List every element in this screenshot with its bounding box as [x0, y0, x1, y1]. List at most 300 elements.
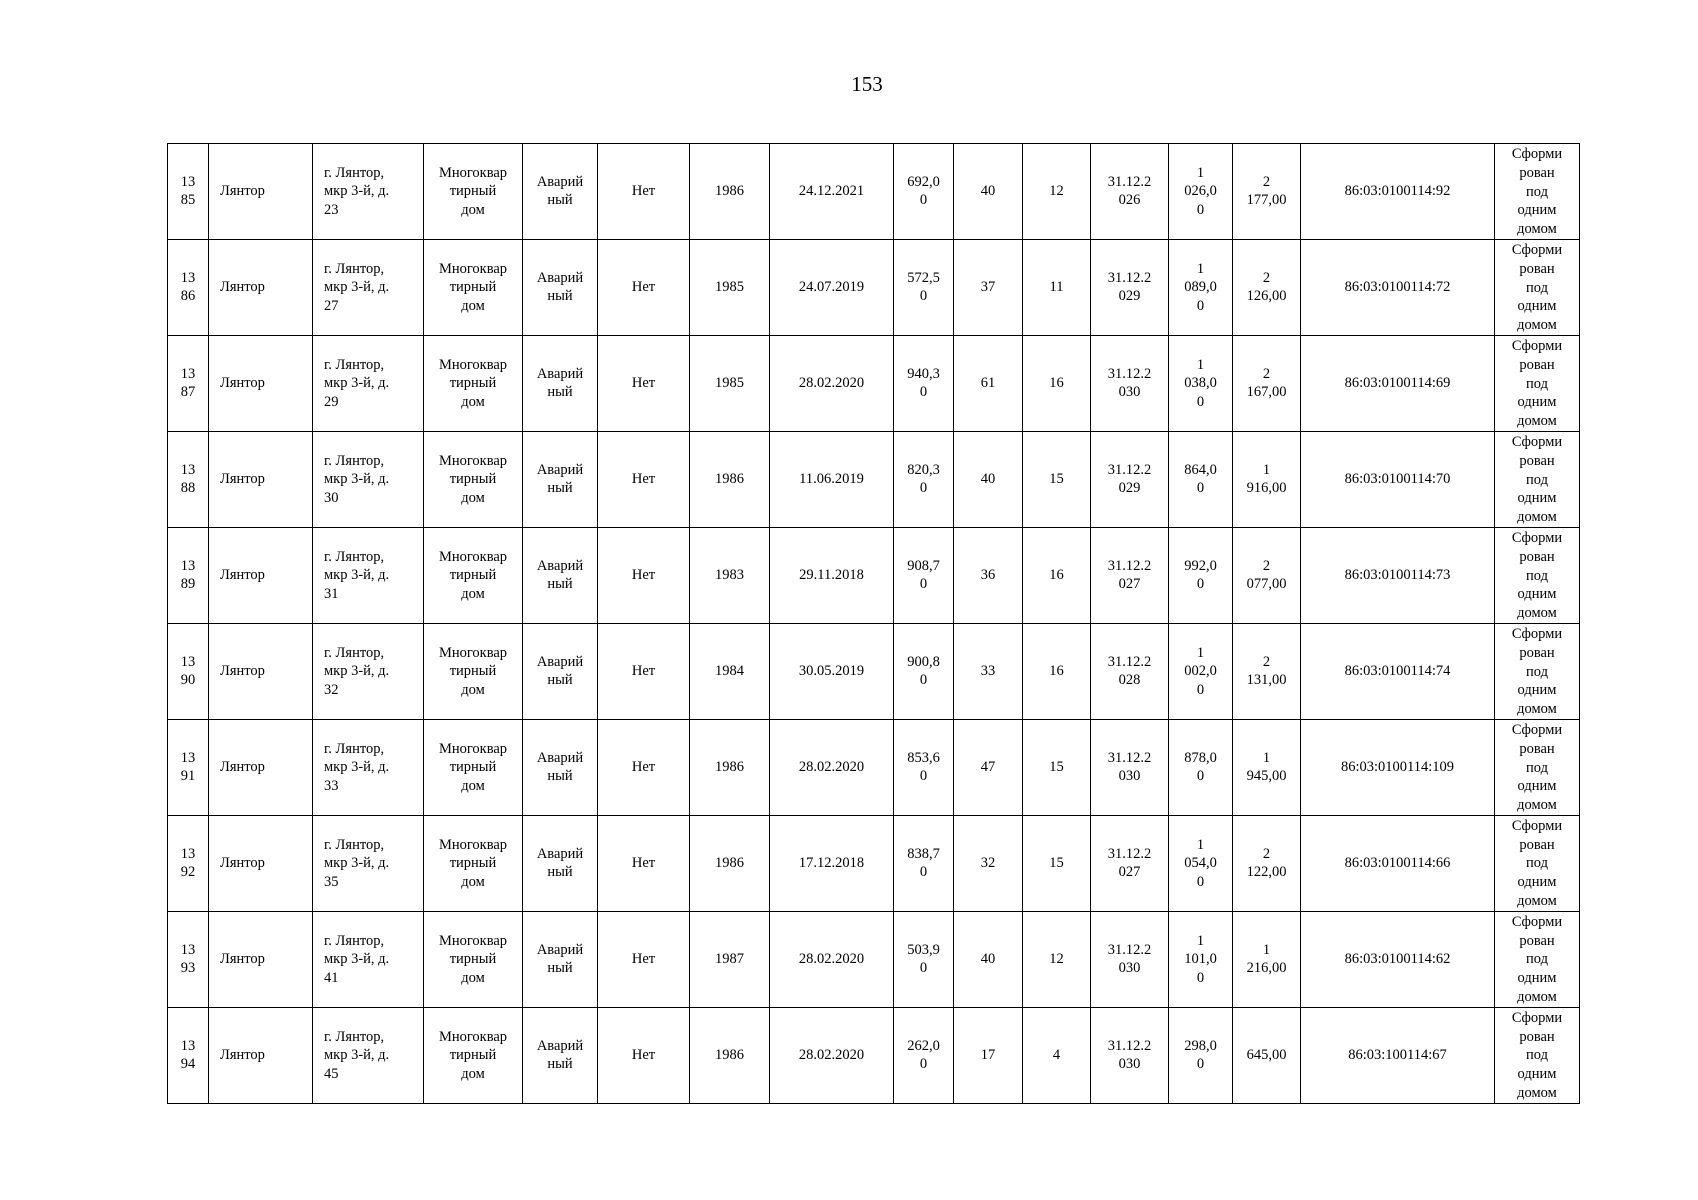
cell-text: 86:03:100114:67: [1348, 1047, 1447, 1064]
cell-text: 31.12.2: [1107, 557, 1152, 574]
cell-flag: [598, 911, 690, 1007]
cell-text: ный: [547, 288, 573, 305]
cell-text: ный: [547, 672, 573, 689]
cell-text: домом: [1517, 893, 1557, 910]
cell-text: 33: [980, 663, 996, 680]
cell-text: мкр 3-й, д.: [324, 759, 390, 776]
cell-text: дом: [461, 489, 485, 506]
cell-apartments: [1023, 144, 1091, 240]
cell-locality: [209, 527, 313, 623]
cell-text: 30: [324, 489, 339, 506]
cell-locality: [209, 1007, 313, 1103]
cell-text: 900,8: [907, 653, 940, 670]
cell-flag: [598, 239, 690, 335]
cell-text: Сформи: [1511, 146, 1563, 162]
cell-num: [168, 431, 209, 527]
cell-text: 86: [180, 288, 196, 305]
cell-cadastral: [1301, 815, 1495, 911]
cell-text: одним: [1517, 202, 1557, 219]
cell-area2: [1169, 527, 1233, 623]
cell-date: [770, 911, 894, 1007]
cell-text: 029: [1118, 288, 1141, 305]
housing-registry-table: [167, 143, 1580, 1104]
cell-text: Нет: [631, 855, 656, 872]
cell-text: ный: [547, 768, 573, 785]
cell-type: [424, 335, 523, 431]
cell-text: 1986: [715, 471, 744, 488]
cell-text: 027: [1118, 576, 1141, 593]
cell-type: [424, 623, 523, 719]
cell-address: [313, 527, 424, 623]
cell-text: 47: [980, 759, 996, 776]
cell-text: 0: [1196, 480, 1205, 497]
cell-text: 89: [180, 576, 196, 593]
cell-text: под: [1526, 1047, 1548, 1064]
cell-residents: [954, 527, 1023, 623]
cell-text: Лянтор: [220, 1047, 265, 1064]
cell-text: Нет: [631, 567, 656, 584]
cell-locality: [209, 239, 313, 335]
cell-text: 030: [1118, 960, 1141, 977]
cell-text: дом: [461, 297, 485, 314]
cell-text: тирный: [449, 279, 497, 296]
cell-text: 86:03:0100114:74: [1344, 663, 1451, 680]
cell-text: Аварий: [536, 1037, 584, 1054]
cell-status: [523, 623, 598, 719]
cell-text: дом: [461, 777, 485, 794]
cell-text: 089,0: [1184, 279, 1217, 296]
cell-text: 0: [1196, 201, 1205, 218]
cell-text: 1985: [715, 375, 744, 392]
cell-residents: [954, 623, 1023, 719]
cell-text: под: [1526, 375, 1548, 392]
cell-date: [770, 1007, 894, 1103]
cell-text: 40: [980, 951, 996, 968]
cell-text: 0: [919, 672, 928, 689]
cell-area3: [1233, 527, 1301, 623]
cell-address: [313, 623, 424, 719]
cell-text: 16: [1049, 567, 1064, 584]
cell-text: дом: [461, 585, 485, 602]
cell-text: одним: [1517, 298, 1557, 315]
cell-text: 262,0: [907, 1037, 940, 1054]
cell-text: мкр 3-й, д.: [324, 1047, 390, 1064]
cell-locality: [209, 719, 313, 815]
cell-text: г. Лянтор,: [324, 644, 385, 661]
cell-area: [894, 144, 954, 240]
cell-year: [690, 527, 770, 623]
cell-text: рован: [1519, 356, 1555, 373]
cell-type: [424, 911, 523, 1007]
cell-text: 85: [180, 192, 196, 209]
cell-text: 13: [180, 1037, 196, 1054]
cell-text: домом: [1517, 605, 1557, 622]
cell-text: 101,0: [1184, 951, 1217, 968]
cell-text: Многоквар: [438, 164, 508, 181]
cell-text: тирный: [449, 663, 497, 680]
cell-status: [523, 431, 598, 527]
cell-text: 31.12.2: [1107, 1037, 1152, 1054]
cell-text: 37: [980, 279, 996, 296]
cell-text: 027: [1118, 864, 1141, 881]
cell-text: 878,0: [1184, 749, 1217, 766]
cell-text: 15: [1049, 471, 1064, 488]
cell-text: 2: [1262, 653, 1271, 670]
cell-text: Аварий: [536, 941, 584, 958]
cell-text: одним: [1517, 394, 1557, 411]
cell-text: 1: [1262, 941, 1271, 958]
cell-text: 1: [1196, 164, 1205, 181]
cell-area2: [1169, 623, 1233, 719]
cell-date: [770, 623, 894, 719]
cell-text: 33: [324, 777, 339, 794]
cell-text: 298,0: [1184, 1037, 1217, 1054]
cell-residents: [954, 144, 1023, 240]
cell-text: 23: [324, 201, 339, 218]
cell-text: 32: [324, 681, 339, 698]
cell-cadastral: [1301, 911, 1495, 1007]
cell-text: 2: [1262, 845, 1271, 862]
cell-text: дом: [461, 873, 485, 890]
cell-text: 45: [324, 1065, 339, 1082]
table-row: [168, 431, 1580, 527]
cell-flag: [598, 335, 690, 431]
cell-deadline: [1091, 719, 1169, 815]
cell-text: 36: [980, 567, 996, 584]
cell-address: [313, 815, 424, 911]
cell-text: г. Лянтор,: [324, 356, 385, 373]
cell-locality: [209, 144, 313, 240]
cell-year: [690, 239, 770, 335]
cell-residents: [954, 239, 1023, 335]
cell-num: [168, 1007, 209, 1103]
table-row: [168, 719, 1580, 815]
cell-text: 86:03:0100114:66: [1344, 855, 1451, 872]
cell-date: [770, 431, 894, 527]
cell-text: 1: [1196, 260, 1205, 277]
cell-text: ный: [547, 480, 573, 497]
cell-text: 31.12.2: [1107, 653, 1152, 670]
cell-text: 0: [1196, 1056, 1205, 1073]
cell-text: под: [1526, 759, 1548, 776]
cell-text: Нет: [631, 375, 656, 392]
cell-text: 1985: [715, 279, 744, 296]
cell-text: 13: [180, 557, 196, 574]
cell-text: 86:03:0100114:72: [1344, 279, 1451, 296]
cell-date: [770, 144, 894, 240]
cell-year: [690, 815, 770, 911]
cell-text: 94: [180, 1056, 196, 1073]
cell-text: 1987: [715, 951, 744, 968]
cell-address: [313, 335, 424, 431]
cell-num: [168, 527, 209, 623]
cell-address: [313, 144, 424, 240]
cell-text: 13: [180, 749, 196, 766]
cell-text: 002,0: [1184, 663, 1217, 680]
cell-text: 216,00: [1246, 960, 1287, 977]
cell-date: [770, 815, 894, 911]
cell-text: Сформи: [1511, 625, 1563, 642]
cell-text: 028: [1118, 672, 1141, 689]
cell-text: 92: [180, 864, 196, 881]
cell-text: 503,9: [907, 941, 940, 958]
cell-text: домом: [1517, 221, 1557, 238]
cell-area2: [1169, 1007, 1233, 1103]
cell-type: [424, 719, 523, 815]
cell-text: домом: [1517, 1085, 1557, 1102]
cell-area2: [1169, 815, 1233, 911]
cell-area3: [1233, 335, 1301, 431]
cell-flag: [598, 719, 690, 815]
cell-text: 31.12.2: [1107, 173, 1152, 190]
cell-text: под: [1526, 183, 1548, 200]
cell-area3: [1233, 623, 1301, 719]
cell-text: 12: [1049, 951, 1064, 968]
cell-address: [313, 719, 424, 815]
cell-text: ный: [547, 192, 573, 209]
cell-text: 90: [180, 672, 196, 689]
cell-text: 13: [180, 941, 196, 958]
cell-text: г. Лянтор,: [324, 740, 385, 757]
table-row: [168, 911, 1580, 1007]
cell-text: 2: [1262, 365, 1271, 382]
cell-text: Многоквар: [438, 932, 508, 949]
cell-text: тирный: [449, 855, 497, 872]
cell-text: Многоквар: [438, 260, 508, 277]
cell-deadline: [1091, 527, 1169, 623]
cell-text: Многоквар: [438, 548, 508, 565]
cell-text: мкр 3-й, д.: [324, 375, 390, 392]
cell-text: 15: [1049, 759, 1064, 776]
cell-text: 0: [919, 1056, 928, 1073]
cell-text: 28.02.2020: [798, 951, 865, 968]
cell-text: 029: [1118, 480, 1141, 497]
cell-area: [894, 431, 954, 527]
table-row: [168, 815, 1580, 911]
cell-deadline: [1091, 815, 1169, 911]
cell-year: [690, 335, 770, 431]
cell-text: 1: [1262, 461, 1271, 478]
cell-flag: [598, 623, 690, 719]
cell-text: 31.12.2: [1107, 941, 1152, 958]
cell-note: [1495, 815, 1580, 911]
cell-text: 026: [1118, 192, 1141, 209]
cell-area: [894, 719, 954, 815]
cell-text: дом: [461, 969, 485, 986]
cell-deadline: [1091, 144, 1169, 240]
cell-area3: [1233, 431, 1301, 527]
cell-note: [1495, 911, 1580, 1007]
cell-text: одним: [1517, 874, 1557, 891]
cell-text: 0: [1196, 873, 1205, 890]
cell-text: 86:03:0100114:62: [1344, 951, 1451, 968]
cell-text: г. Лянтор,: [324, 452, 385, 469]
cell-type: [424, 239, 523, 335]
cell-text: рован: [1519, 836, 1555, 853]
cell-text: 054,0: [1184, 855, 1217, 872]
cell-text: 908,7: [907, 557, 940, 574]
cell-text: 86:03:0100114:69: [1344, 375, 1451, 392]
cell-status: [523, 239, 598, 335]
cell-cadastral: [1301, 623, 1495, 719]
cell-text: 0: [1196, 297, 1205, 314]
cell-flag: [598, 527, 690, 623]
cell-text: 1: [1196, 836, 1205, 853]
cell-text: Лянтор: [220, 663, 265, 680]
cell-flag: [598, 815, 690, 911]
cell-text: Лянтор: [220, 855, 265, 872]
cell-text: 13: [180, 173, 196, 190]
cell-text: 27: [324, 297, 339, 314]
cell-text: рован: [1519, 740, 1555, 757]
cell-area3: [1233, 815, 1301, 911]
cell-text: 945,00: [1246, 768, 1287, 785]
cell-text: 11.06.2019: [799, 471, 864, 488]
cell-text: 28.02.2020: [798, 1047, 865, 1064]
cell-address: [313, 911, 424, 1007]
cell-text: мкр 3-й, д.: [324, 951, 390, 968]
cell-text: 0: [1196, 969, 1205, 986]
cell-status: [523, 335, 598, 431]
cell-num: [168, 623, 209, 719]
cell-text: ный: [547, 960, 573, 977]
cell-text: домом: [1517, 413, 1557, 430]
cell-text: рован: [1519, 644, 1555, 661]
cell-year: [690, 431, 770, 527]
cell-text: домом: [1517, 797, 1557, 814]
cell-text: Сформи: [1511, 529, 1563, 546]
cell-locality: [209, 911, 313, 1007]
cell-text: 31.12.2: [1107, 845, 1152, 862]
cell-apartments: [1023, 815, 1091, 911]
cell-text: 88: [180, 480, 196, 497]
cell-text: тирный: [449, 183, 497, 200]
cell-area2: [1169, 335, 1233, 431]
cell-area: [894, 911, 954, 1007]
cell-text: 916,00: [1246, 480, 1287, 497]
cell-text: 126,00: [1246, 288, 1287, 305]
cell-apartments: [1023, 335, 1091, 431]
cell-apartments: [1023, 239, 1091, 335]
cell-text: одним: [1517, 682, 1557, 699]
cell-text: 853,6: [907, 749, 940, 766]
cell-text: г. Лянтор,: [324, 164, 385, 181]
cell-text: 31.12.2: [1107, 749, 1152, 766]
cell-area: [894, 815, 954, 911]
table-row: [168, 623, 1580, 719]
cell-text: 0: [919, 288, 928, 305]
cell-text: Сформи: [1511, 721, 1563, 738]
cell-text: 13: [180, 365, 196, 382]
cell-text: 24.07.2019: [798, 279, 865, 296]
cell-type: [424, 815, 523, 911]
cell-num: [168, 239, 209, 335]
cell-text: дом: [461, 681, 485, 698]
cell-text: 0: [919, 576, 928, 593]
cell-text: 131,00: [1246, 672, 1287, 689]
cell-type: [424, 431, 523, 527]
cell-text: ный: [547, 576, 573, 593]
cell-text: 0: [919, 768, 928, 785]
cell-status: [523, 1007, 598, 1103]
cell-text: 0: [1196, 393, 1205, 410]
cell-note: [1495, 527, 1580, 623]
cell-text: Лянтор: [220, 759, 265, 776]
cell-text: мкр 3-й, д.: [324, 471, 390, 488]
cell-text: Многоквар: [438, 740, 508, 757]
cell-text: Лянтор: [220, 471, 265, 488]
cell-text: 91: [180, 768, 196, 785]
cell-text: 93: [180, 960, 196, 977]
cell-text: 0: [919, 192, 928, 209]
cell-type: [424, 144, 523, 240]
cell-area2: [1169, 239, 1233, 335]
cell-residents: [954, 719, 1023, 815]
cell-status: [523, 911, 598, 1007]
cell-text: Нет: [631, 471, 656, 488]
cell-text: Нет: [631, 1047, 656, 1064]
cell-year: [690, 1007, 770, 1103]
cell-text: 16: [1049, 663, 1064, 680]
cell-text: г. Лянтор,: [324, 836, 385, 853]
cell-text: 1986: [715, 759, 744, 776]
cell-text: мкр 3-й, д.: [324, 567, 390, 584]
cell-text: рован: [1519, 260, 1555, 277]
cell-date: [770, 719, 894, 815]
cell-text: рован: [1519, 548, 1555, 565]
cell-text: мкр 3-й, д.: [324, 855, 390, 872]
cell-text: Многоквар: [438, 356, 508, 373]
cell-num: [168, 815, 209, 911]
table-row: [168, 144, 1580, 240]
cell-text: под: [1526, 951, 1548, 968]
cell-text: рован: [1519, 164, 1555, 181]
cell-text: Сформи: [1511, 817, 1563, 834]
cell-status: [523, 527, 598, 623]
cell-text: 17.12.2018: [798, 855, 865, 872]
cell-apartments: [1023, 527, 1091, 623]
cell-text: 0: [1196, 576, 1205, 593]
cell-text: 16: [1049, 375, 1064, 392]
cell-text: тирный: [449, 951, 497, 968]
cell-text: 0: [1196, 681, 1205, 698]
cell-area3: [1233, 911, 1301, 1007]
cell-year: [690, 144, 770, 240]
cell-num: [168, 719, 209, 815]
cell-text: 0: [919, 480, 928, 497]
cell-area: [894, 335, 954, 431]
cell-text: под: [1526, 471, 1548, 488]
cell-text: 038,0: [1184, 375, 1217, 392]
cell-text: 40: [980, 183, 996, 200]
cell-text: Нет: [631, 183, 656, 200]
cell-text: Сформи: [1511, 1009, 1563, 1026]
cell-text: Аварий: [536, 365, 584, 382]
cell-text: Аварий: [536, 173, 584, 190]
cell-area3: [1233, 239, 1301, 335]
cell-text: 820,3: [907, 461, 940, 478]
cell-text: домом: [1517, 701, 1557, 718]
cell-text: Многоквар: [438, 836, 508, 853]
cell-text: Нет: [631, 951, 656, 968]
cell-note: [1495, 1007, 1580, 1103]
table-row: [168, 335, 1580, 431]
cell-text: 692,0: [907, 173, 940, 190]
cell-text: 1: [1262, 749, 1271, 766]
cell-text: дом: [461, 393, 485, 410]
cell-text: рован: [1519, 452, 1555, 469]
cell-deadline: [1091, 431, 1169, 527]
